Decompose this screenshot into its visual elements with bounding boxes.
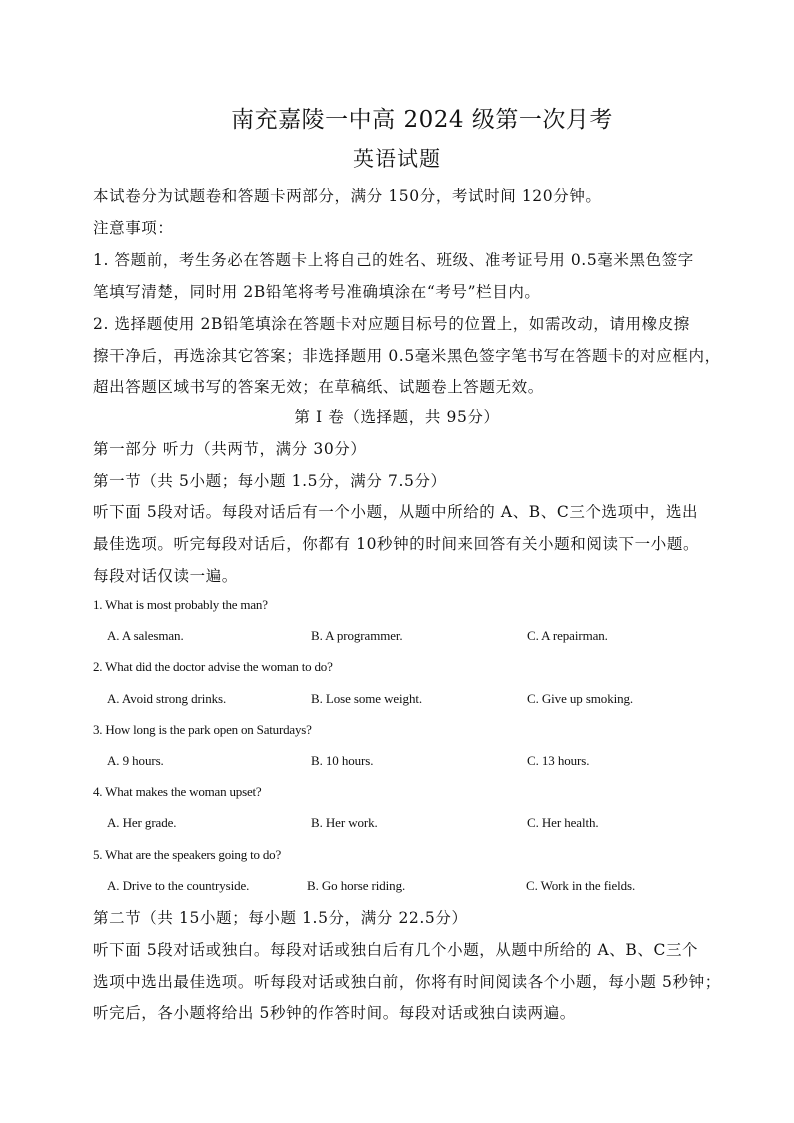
question-1-option-b: B. A programmer.: [311, 628, 403, 643]
question-2-option-b: B. Lose some weight.: [311, 691, 423, 706]
question-3: 3. How long is the park open on Saturdays?: [93, 722, 312, 737]
section2-instruction-1: 听下面 5段对话或独白。每段对话或独白后有几个小题，从题中所给的 A、B、C三个: [93, 941, 699, 959]
part1-title: 第一部分 听力（共两节，满分 30分）: [93, 440, 367, 458]
section1-instruction-1: 听下面 5段对话。每段对话后有一个小题，从题中所给的 A、B、C三个选项中，选出: [93, 503, 699, 521]
question-1-option-a: A. A salesman.: [107, 628, 184, 643]
question-3-option-c: C. 13 hours.: [527, 753, 590, 768]
question-1-option-c: C. A repairman.: [527, 628, 608, 643]
question-5-option-c: C. Work in the fields.: [526, 878, 636, 893]
question-5-option-b: B. Go horse riding.: [307, 878, 406, 893]
notice-2-line-3: 超出答题区域书写的答案无效；在草稿纸、试题卷上答题无效。: [93, 378, 544, 396]
question-4: 4. What makes the woman upset?: [93, 784, 262, 799]
section1-instruction-3: 每段对话仅读一遍。: [93, 567, 238, 585]
section1-title: 第一节（共 5小题；每小题 1.5分，满分 7.5分）: [93, 472, 447, 490]
question-1: 1. What is most probably the man?: [93, 597, 268, 612]
section1-instruction-2: 最佳选项。听完每段对话后，你都有 10秒钟的时间来回答有关小题和阅读下一小题。: [93, 535, 700, 553]
question-4-option-b: B. Her work.: [311, 815, 378, 830]
question-5: 5. What are the speakers going to do?: [93, 847, 282, 862]
volume-title: 第 I 卷（选择题，共 95分）: [294, 408, 500, 426]
section2-instruction-2: 选项中选出最佳选项。听每段对话或独白前，你将有时间阅读各个小题，每小题 5秒钟；: [93, 973, 721, 991]
notice-title: 注意事项：: [93, 219, 174, 237]
question-4-option-a: A. Her grade.: [107, 815, 177, 830]
notice-2-line-2: 擦干净后，再选涂其它答案；非选择题用 0.5毫米黑色签字笔书写在答题卡的对应框内，: [93, 347, 721, 365]
question-5-option-a: A. Drive to the countryside.: [107, 878, 250, 893]
exam-subtitle: 英语试题: [353, 147, 441, 171]
notice-1-line-1: 1. 答题前，考生务必在答题卡上将自己的姓名、班级、准考证号用 0.5毫米黑色签字: [93, 251, 694, 269]
notice-2-line-1: 2. 选择题使用 2B铅笔填涂在答题卡对应题目标号的位置上，如需改动，请用橡皮擦: [93, 315, 690, 333]
exam-title: 南充嘉陵一中高 2024 级第一次月考: [231, 107, 613, 133]
question-2: 2. What did the doctor advise the woman to do?: [93, 659, 333, 674]
exam-intro: 本试卷分为试题卷和答题卡两部分，满分 150分，考试时间 120分钟。: [93, 187, 602, 205]
notice-1-line-2: 笔填写清楚，同时用 2B铅笔将考号准确填涂在“考号”栏目内。: [93, 283, 541, 301]
question-3-option-b: B. 10 hours.: [311, 753, 374, 768]
question-3-option-a: A. 9 hours.: [107, 753, 164, 768]
section2-title: 第二节（共 15小题；每小题 1.5分，满分 22.5分）: [93, 909, 468, 927]
question-4-option-c: C. Her health.: [527, 815, 599, 830]
section2-instruction-3: 听完后，各小题将给出 5秒钟的作答时间。每段对话或独白读两遍。: [93, 1004, 576, 1022]
question-2-option-a: A. Avoid strong drinks.: [107, 691, 227, 706]
question-2-option-c: C. Give up smoking.: [527, 691, 634, 706]
